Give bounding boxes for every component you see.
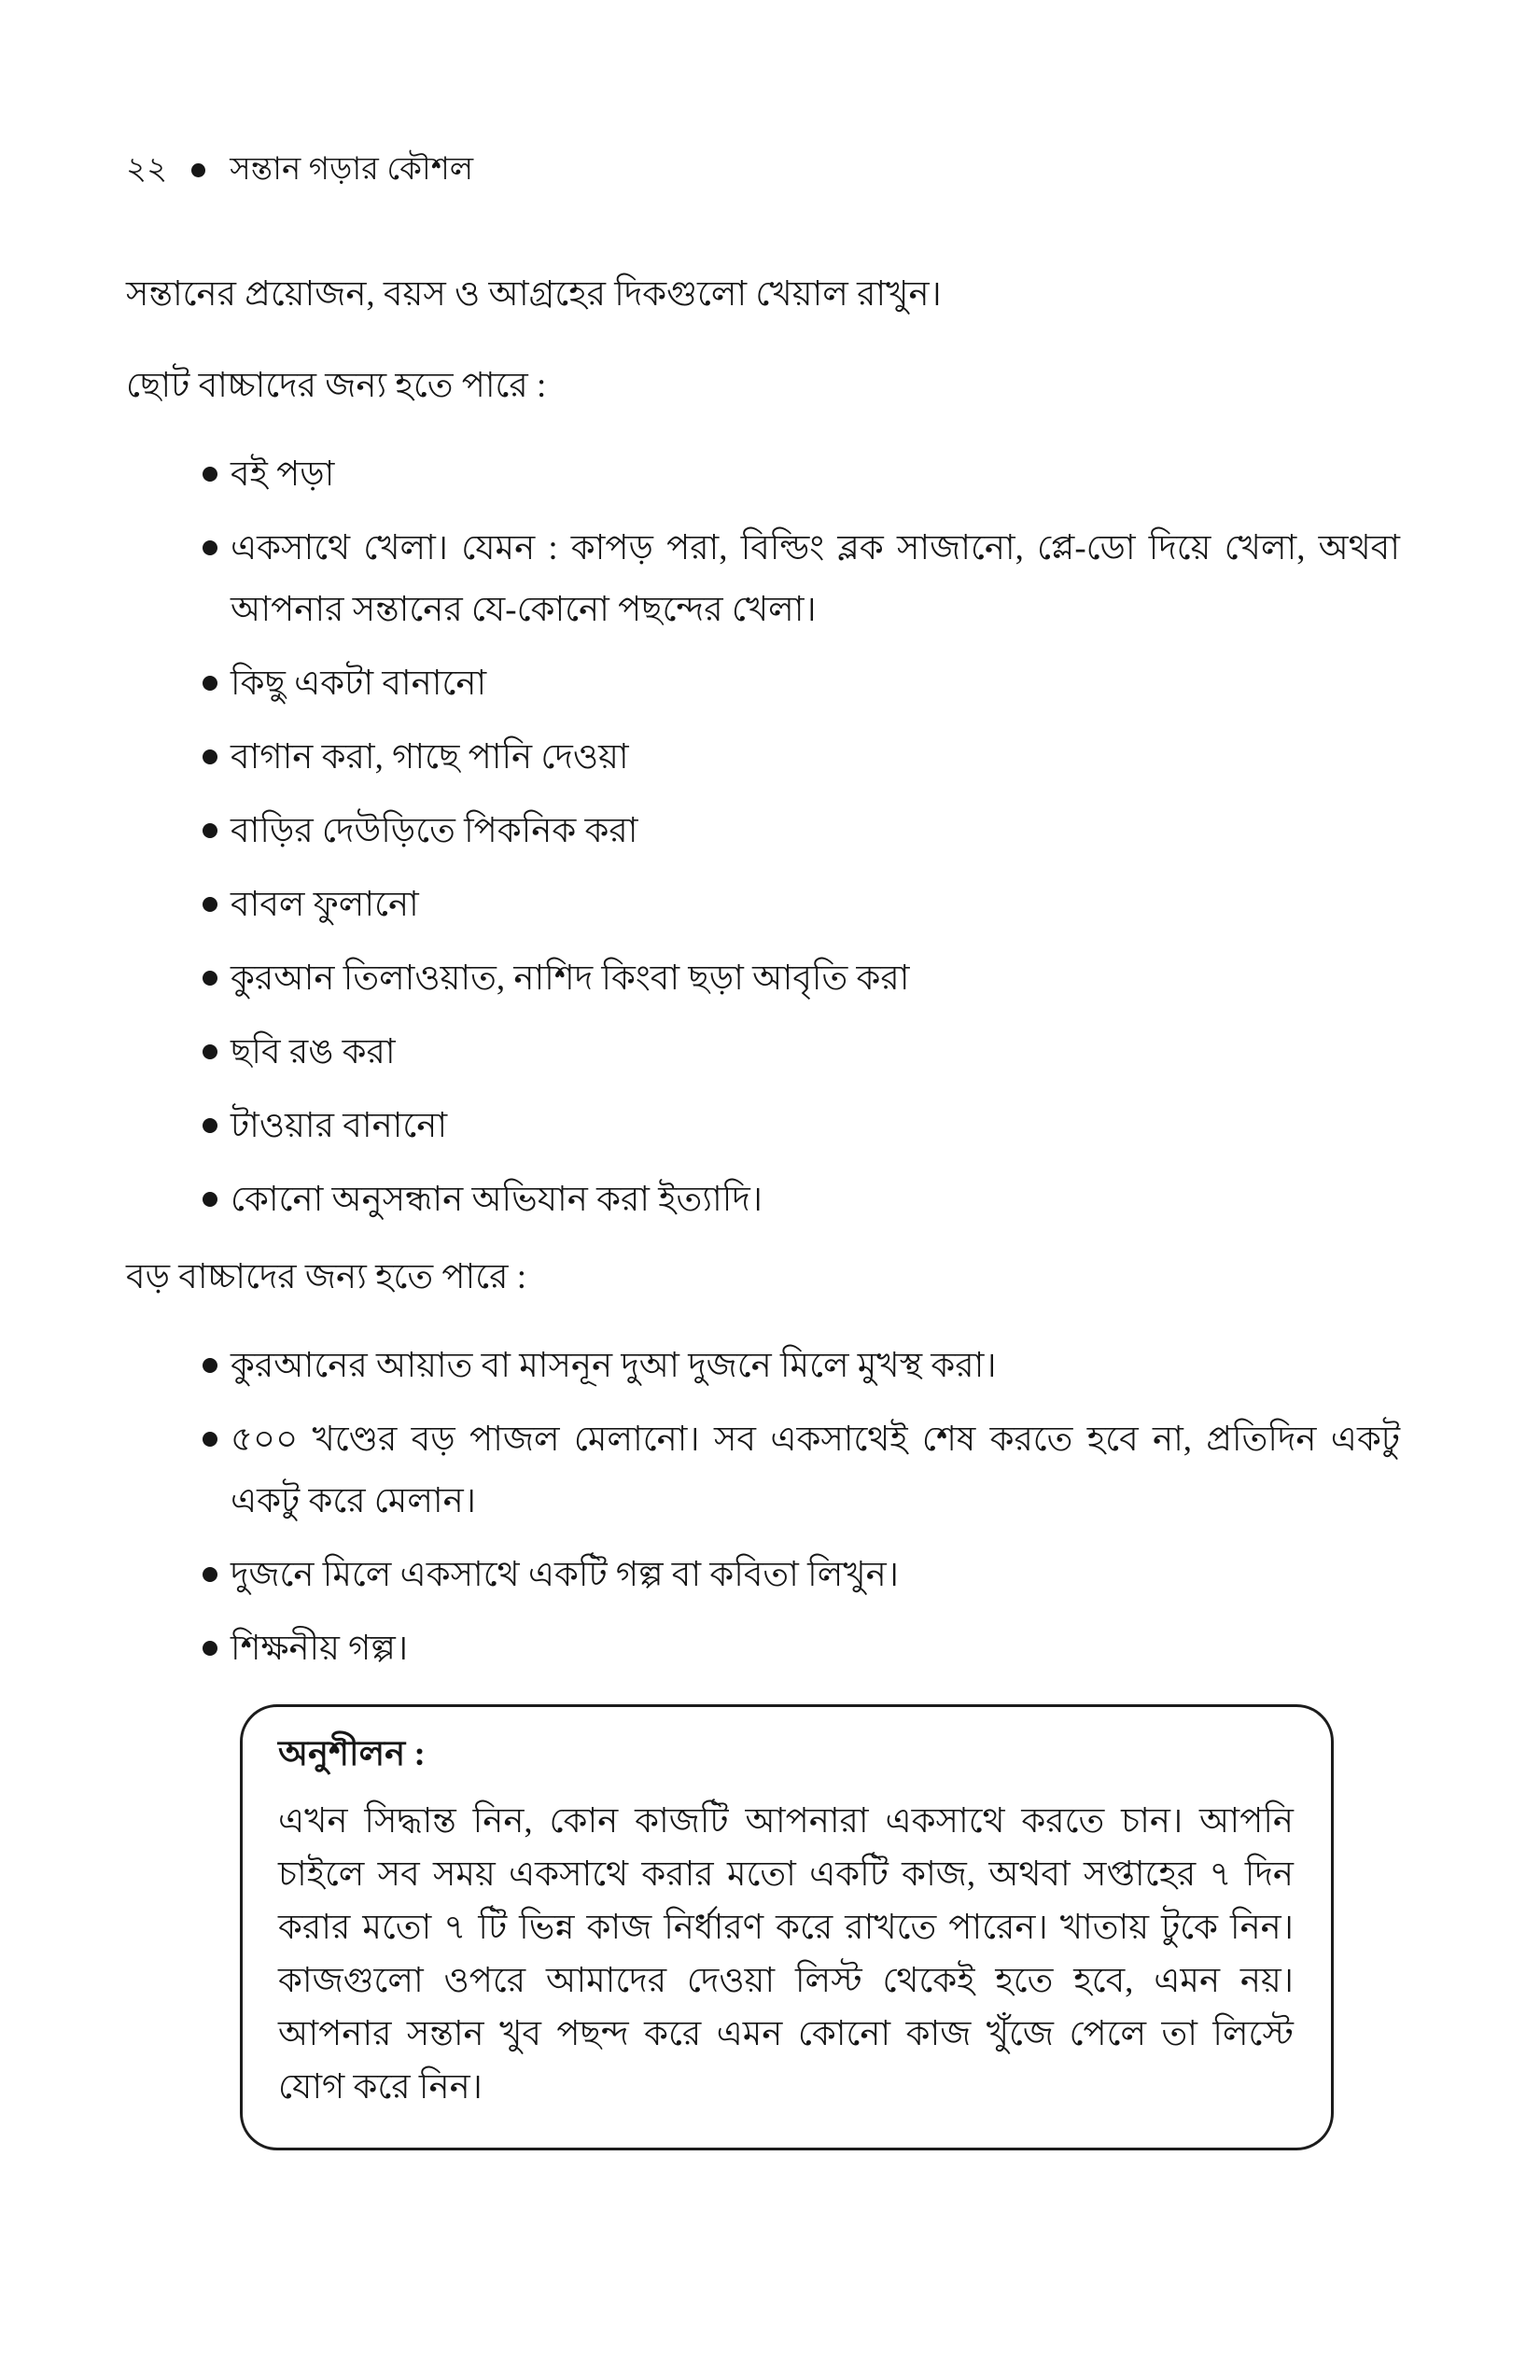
list-item-text: বই পড়া: [231, 455, 335, 494]
bullet-icon: [203, 897, 217, 912]
list-item-text: টাওয়ার বানানো: [231, 1107, 448, 1145]
bullet-icon: [203, 540, 217, 555]
book-title: সন্তান গড়ার কৌশল: [230, 152, 474, 187]
list-item: [203, 875, 1400, 936]
list-item-text: ৫০০ খণ্ডের বড় পাজল মেলানো। সব একসাথেই শেষ করতে হবে না, প্রতিদিন একটু একটু করে মেলান।: [231, 1421, 1400, 1520]
list-item: [203, 1618, 1400, 1680]
list-item: [203, 444, 1400, 506]
bullet-icon: [203, 1192, 217, 1207]
header-separator-dot-icon: [191, 163, 205, 177]
list-item: [203, 1409, 1400, 1533]
exercise-box-body: এখন সিদ্ধান্ত নিন, কোন কাজটি আপনারা একসাথে করতে চান। আপনি চাইলে সব সময় একসাথে করার মতো একটি কাজ, অথবা সপ্তাহের ৭ দিন করার মতো ৭ টি ভিন্ন কাজ নির্ধারণ করে রাখতে পারেন। খাতায় টুকে নিন। কাজগুলো ওপরে আমাদের দেওয়া লিস্ট থেকেই হতে হবে, এমন নয়। আপনার সন্তান খুব পছন্দ করে এমন কোনো কাজ খুঁজে পেলে তা লিস্টে যোগ করে নিন।: [278, 1802, 1294, 2107]
bullet-icon: [203, 1118, 217, 1133]
bullet-icon: [203, 467, 217, 482]
older-children-activities-list: [126, 1336, 1400, 1680]
list-item: [203, 1096, 1400, 1157]
list-item-text: ছবি রঙ করা: [231, 1033, 396, 1071]
list-item: [203, 948, 1400, 1010]
bullet-icon: [203, 1567, 217, 1582]
bullet-icon: [203, 1358, 217, 1373]
bullet-icon: [203, 1044, 217, 1059]
bullet-icon: [203, 676, 217, 691]
bullet-icon: [203, 823, 217, 838]
list-item: [203, 1022, 1400, 1084]
bullet-icon: [203, 1641, 217, 1656]
list-item: [203, 653, 1400, 715]
bullet-icon: [203, 749, 217, 764]
section-heading-small-children: ছোট বাচ্চাদের জন্য হতে পারে :: [126, 367, 547, 405]
list-item-text: কিছু একটা বানানো: [231, 665, 487, 703]
page-number: ২২: [126, 152, 168, 187]
list-item: [203, 1336, 1400, 1397]
small-children-activities-list: [126, 444, 1400, 1231]
running-header: [126, 147, 1400, 192]
list-item-text: বাড়ির দেউড়িতে পিকনিক করা: [231, 812, 638, 850]
list-item-text: বাবল ফুলানো: [231, 886, 419, 924]
bullet-icon: [203, 971, 217, 986]
bullet-icon: [203, 1432, 217, 1447]
list-item-text: দুজনে মিলে একসাথে একটি গল্প বা কবিতা লিখুন।: [231, 1556, 899, 1594]
intro-paragraph: সন্তানের প্রয়োজন, বয়স ও আগ্রহের দিকগুলো খেয়াল রাখুন।: [126, 275, 942, 314]
list-item: [203, 518, 1400, 641]
exercise-box-title: অনুশীলন :: [278, 1735, 426, 1773]
list-item: [203, 727, 1400, 789]
list-item: [203, 1169, 1400, 1231]
list-item: [203, 1545, 1400, 1606]
list-item-text: একসাথে খেলা। যেমন : কাপড় পরা, বিল্ডিং ব্লক সাজানো, প্লে-ডো দিয়ে খেলা, অথবা আপনার সন্তানের যে-কোনো পছন্দের খেলা।: [231, 529, 1400, 629]
list-item: [203, 801, 1400, 862]
list-item-text: কুরআন তিলাওয়াত, নাশিদ কিংবা ছড়া আবৃতি করা: [231, 959, 910, 998]
list-item-text: কুরআনের আয়াত বা মাসনূন দুআ দুজনে মিলে মুখস্থ করা।: [231, 1347, 997, 1385]
list-item-text: কোনো অনুসন্ধান অভিযান করা ইত্যাদি।: [231, 1181, 763, 1219]
exercise-box: [240, 1704, 1334, 2150]
list-item-text: শিক্ষনীয় গল্প।: [231, 1630, 409, 1668]
list-item-text: বাগান করা, গাছে পানি দেওয়া: [231, 738, 629, 777]
section-heading-older-children: বড় বাচ্চাদের জন্য হতে পারে :: [126, 1258, 526, 1296]
